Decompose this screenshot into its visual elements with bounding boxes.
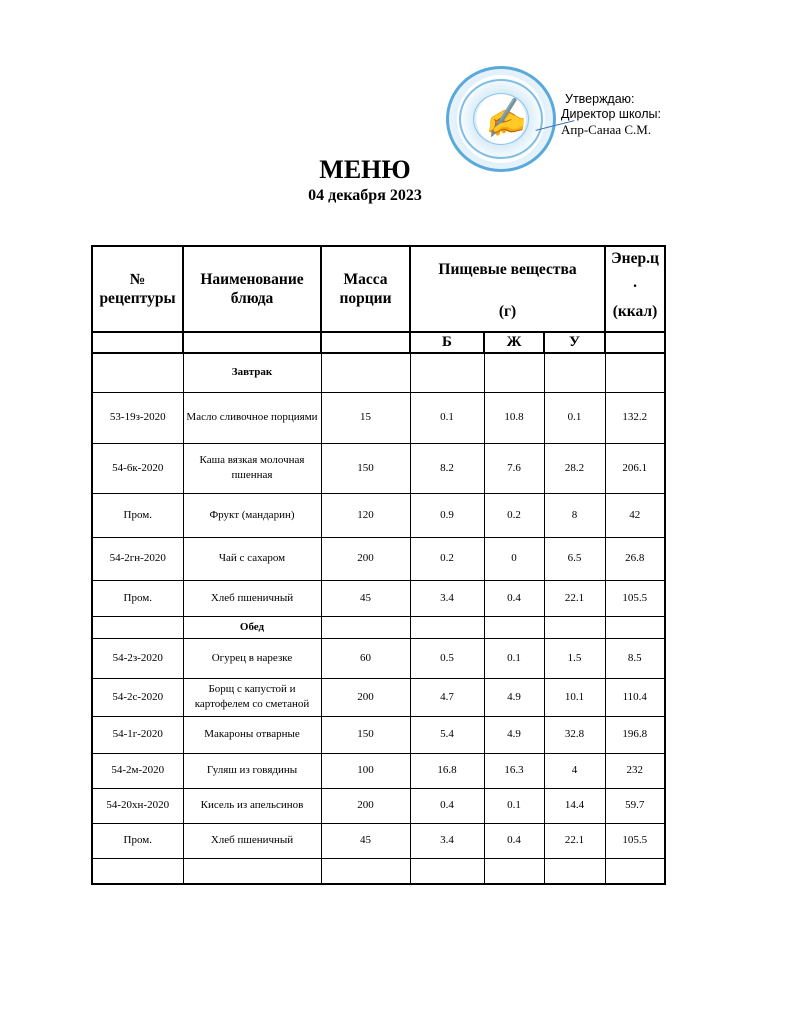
approval-position: Директор школы:: [561, 107, 661, 121]
signature-icon: ✍: [479, 95, 530, 143]
section-label: Обед: [183, 616, 321, 638]
table-row: 54-2з-2020 Огурец в нарезке 60 0.5 0.1 1.5 8.5: [92, 638, 665, 678]
menu-table: [91, 245, 666, 885]
table-subheader-row: [92, 332, 665, 353]
header-dish-name: Наименование блюда: [183, 246, 321, 332]
section-row-lunch: [92, 616, 665, 638]
header-recipe-no: № рецептуры: [92, 246, 183, 332]
table-row: 54-2с-2020 Борщ с капустой и картофелем со сметаной 200 4.7 4.9 10.1 110.4: [92, 678, 665, 716]
table-row: 54-20хн-2020 Кисель из апельсинов 200 0.4 0.1 14.4 59.7: [92, 788, 665, 823]
approval-block: [561, 92, 661, 137]
header-carbs: У: [544, 332, 605, 353]
empty-row: [92, 858, 665, 884]
table-header-row: [92, 246, 665, 332]
table-row: Пром. Фрукт (мандарин) 120 0.9 0.2 8 42: [92, 493, 665, 537]
table-row: 53-19з-2020 Масло сливочное порциями 15 0.1 10.8 0.1 132.2: [92, 392, 665, 443]
table-row: 54-2гн-2020 Чай с сахаром 200 0.2 0 6.5 26.8: [92, 537, 665, 580]
table-row: Пром. Хлеб пшеничный 45 3.4 0.4 22.1 105.5: [92, 823, 665, 858]
header-energy: Энер.ц . (ккал): [605, 246, 665, 332]
header-protein: Б: [410, 332, 484, 353]
header-fat: Ж: [484, 332, 544, 353]
section-row-breakfast: [92, 353, 665, 392]
table-row: 54-2м-2020 Гуляш из говядины 100 16.8 16.3 4 232: [92, 753, 665, 788]
table-row: Пром. Хлеб пшеничный 45 3.4 0.4 22.1 105.5: [92, 580, 665, 616]
page-title: МЕНЮ: [319, 155, 411, 184]
header-portion-mass: Масса порции: [321, 246, 410, 332]
header-nutrients: Пищевые вещества (г): [410, 246, 605, 332]
table-row: 54-1г-2020 Макароны отварные 150 5.4 4.9 32.8 196.8: [92, 716, 665, 753]
table-row: 54-6к-2020 Каша вязкая молочная пшенная 150 8.2 7.6 28.2 206.1: [92, 443, 665, 493]
approval-name: Апр-Санаа С.М.: [561, 122, 652, 137]
approval-label: Утверждаю:: [565, 92, 635, 106]
section-label: Завтрак: [183, 353, 321, 392]
menu-date: 04 декабря 2023: [308, 187, 422, 204]
